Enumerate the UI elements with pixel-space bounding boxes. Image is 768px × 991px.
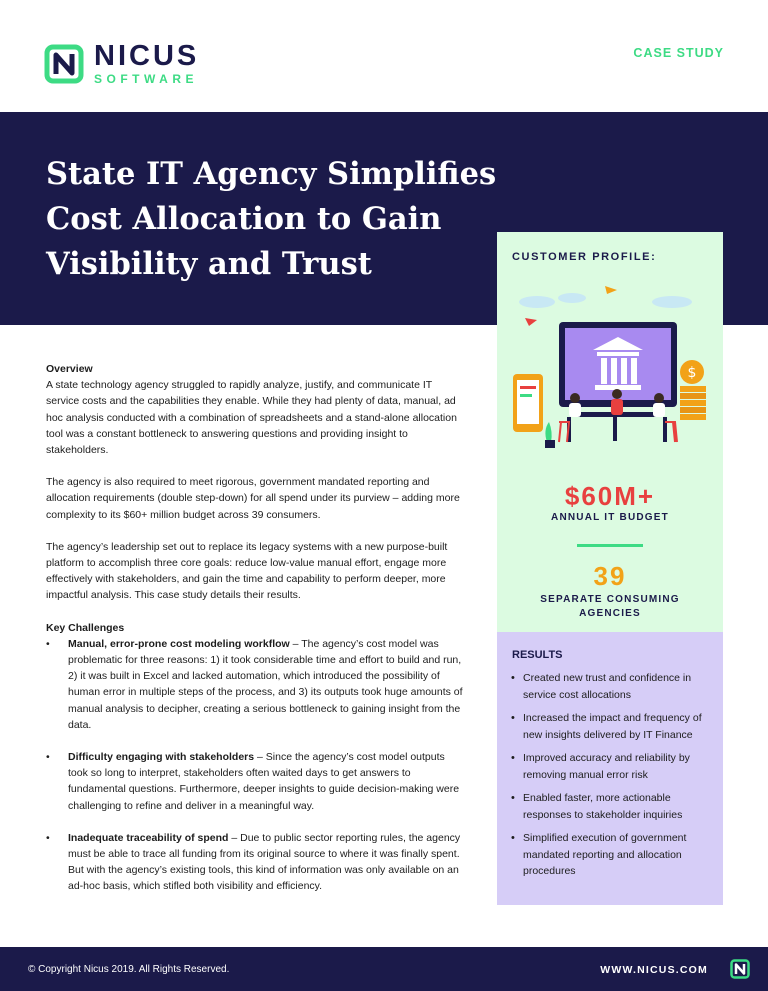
challenge-item bbox=[46, 830, 466, 895]
challenge-title: Manual, error-prone cost modeling workflow bbox=[68, 637, 290, 650]
annual-budget-label: ANNUAL IT BUDGET bbox=[551, 512, 669, 523]
result-item: • Enabled faster, more actionable responses to stakeholder inquiries bbox=[509, 790, 715, 823]
challenge-text: – Due to public sector reporting rules, the agency must be able to trace all funding from its original source to where it was finally spent. But with the agency’s existing tools, this kind of information was only available on an ad-hoc basis, which stifled both visibility and efficiency. bbox=[68, 831, 461, 893]
nicus-footer-icon bbox=[730, 959, 750, 979]
overview-paragraph: The agency is also required to meet rigorous, government mandated reporting and allocation requirements (double step-down) for all spend under its purview – adding more complexity to its $60+ million budget across 39 consumers. bbox=[46, 476, 460, 521]
result-item: • Simplified execution of government mandated reporting and allocation procedures bbox=[509, 830, 715, 880]
agencies-count: 39 bbox=[593, 561, 627, 591]
bank-meeting-illustration bbox=[497, 282, 723, 462]
challenge-title: Inadequate traceability of spend bbox=[68, 831, 229, 844]
result-item: • Created new trust and confidence in service cost allocations bbox=[509, 670, 715, 703]
overview-paragraph: A state technology agency struggled to rapidly analyze, justify, and communicate IT service costs and the capabilities they enable. While they had plenty of data, manual, ad hoc analysis conducted with a combination of spreadsheets and a stand-alone allocation tool was a constant bottleneck to answering questions and providing insight to stakeholders. bbox=[46, 379, 457, 457]
challenge-text: – Since the agency’s cost model outputs took so long to interpret, stakeholders often waited days to get answers to fundamental questions. Furthermore, deeper insights to guide decision-making were challenging to refine and deliver in a meaningful way. bbox=[68, 751, 460, 812]
logo-name: NICUS bbox=[94, 40, 200, 72]
nicus-logo-icon bbox=[44, 44, 84, 84]
results-panel bbox=[497, 632, 723, 905]
case-study-tag: CASE STUDY bbox=[633, 46, 724, 60]
challenge-item bbox=[46, 749, 466, 814]
agencies-label: SEPARATE CONSUMING AGENCIES bbox=[540, 594, 680, 619]
nicus-logo[interactable] bbox=[44, 42, 199, 86]
challenges-list bbox=[46, 636, 466, 895]
website-link[interactable]: WWW.NICUS.COM bbox=[600, 964, 708, 976]
challenges-heading: Key Challenges bbox=[46, 621, 125, 634]
results-list bbox=[509, 670, 715, 887]
result-item: • Improved accuracy and reliability by removing manual error risk bbox=[509, 750, 715, 783]
challenge-title: Difficulty engaging with stakeholders bbox=[68, 751, 255, 764]
customer-profile-label: CUSTOMER PROFILE: bbox=[512, 251, 657, 263]
svg-text:$: $ bbox=[687, 365, 697, 381]
page-title: State IT Agency Simplifies Cost Allocation to Gain Visibility and Trust bbox=[46, 156, 497, 282]
customer-profile-panel bbox=[497, 232, 723, 632]
copyright-text: © Copyright Nicus 2019. All Rights Reserved. bbox=[28, 964, 230, 975]
page-footer bbox=[0, 947, 768, 991]
result-item: • Increased the impact and frequency of new insights delivered by IT Finance bbox=[509, 710, 715, 743]
stat-divider bbox=[577, 544, 643, 547]
annual-budget-value: $60M+ bbox=[564, 481, 656, 511]
challenge-item bbox=[46, 636, 466, 733]
overview-heading: Overview bbox=[46, 363, 93, 375]
logo-subtitle: SOFTWARE bbox=[94, 72, 198, 86]
main-content bbox=[46, 361, 466, 911]
challenge-text: – The agency’s cost model was problematic for three reasons: 1) it took considerable time and effort to build and run, 2) it was built in Excel and lacked automation, which introduced the possibility of human error in multiple steps of the process, and 3) its outputs took huge amounts of manual analysis to decipher, creating a serious bottleneck to gaining insight from the data. bbox=[68, 637, 463, 731]
results-heading: RESULTS bbox=[512, 649, 563, 661]
page-header bbox=[0, 0, 768, 112]
overview-paragraph: The agency’s leadership set out to replace its legacy systems with a new purpose-built platform to accomplish three core goals: reduce low-value manual effort, engage more effectively with stakeholders, and gain the time and capability to perform deeper, more impactful analysis. This case study details their results. bbox=[46, 540, 448, 602]
